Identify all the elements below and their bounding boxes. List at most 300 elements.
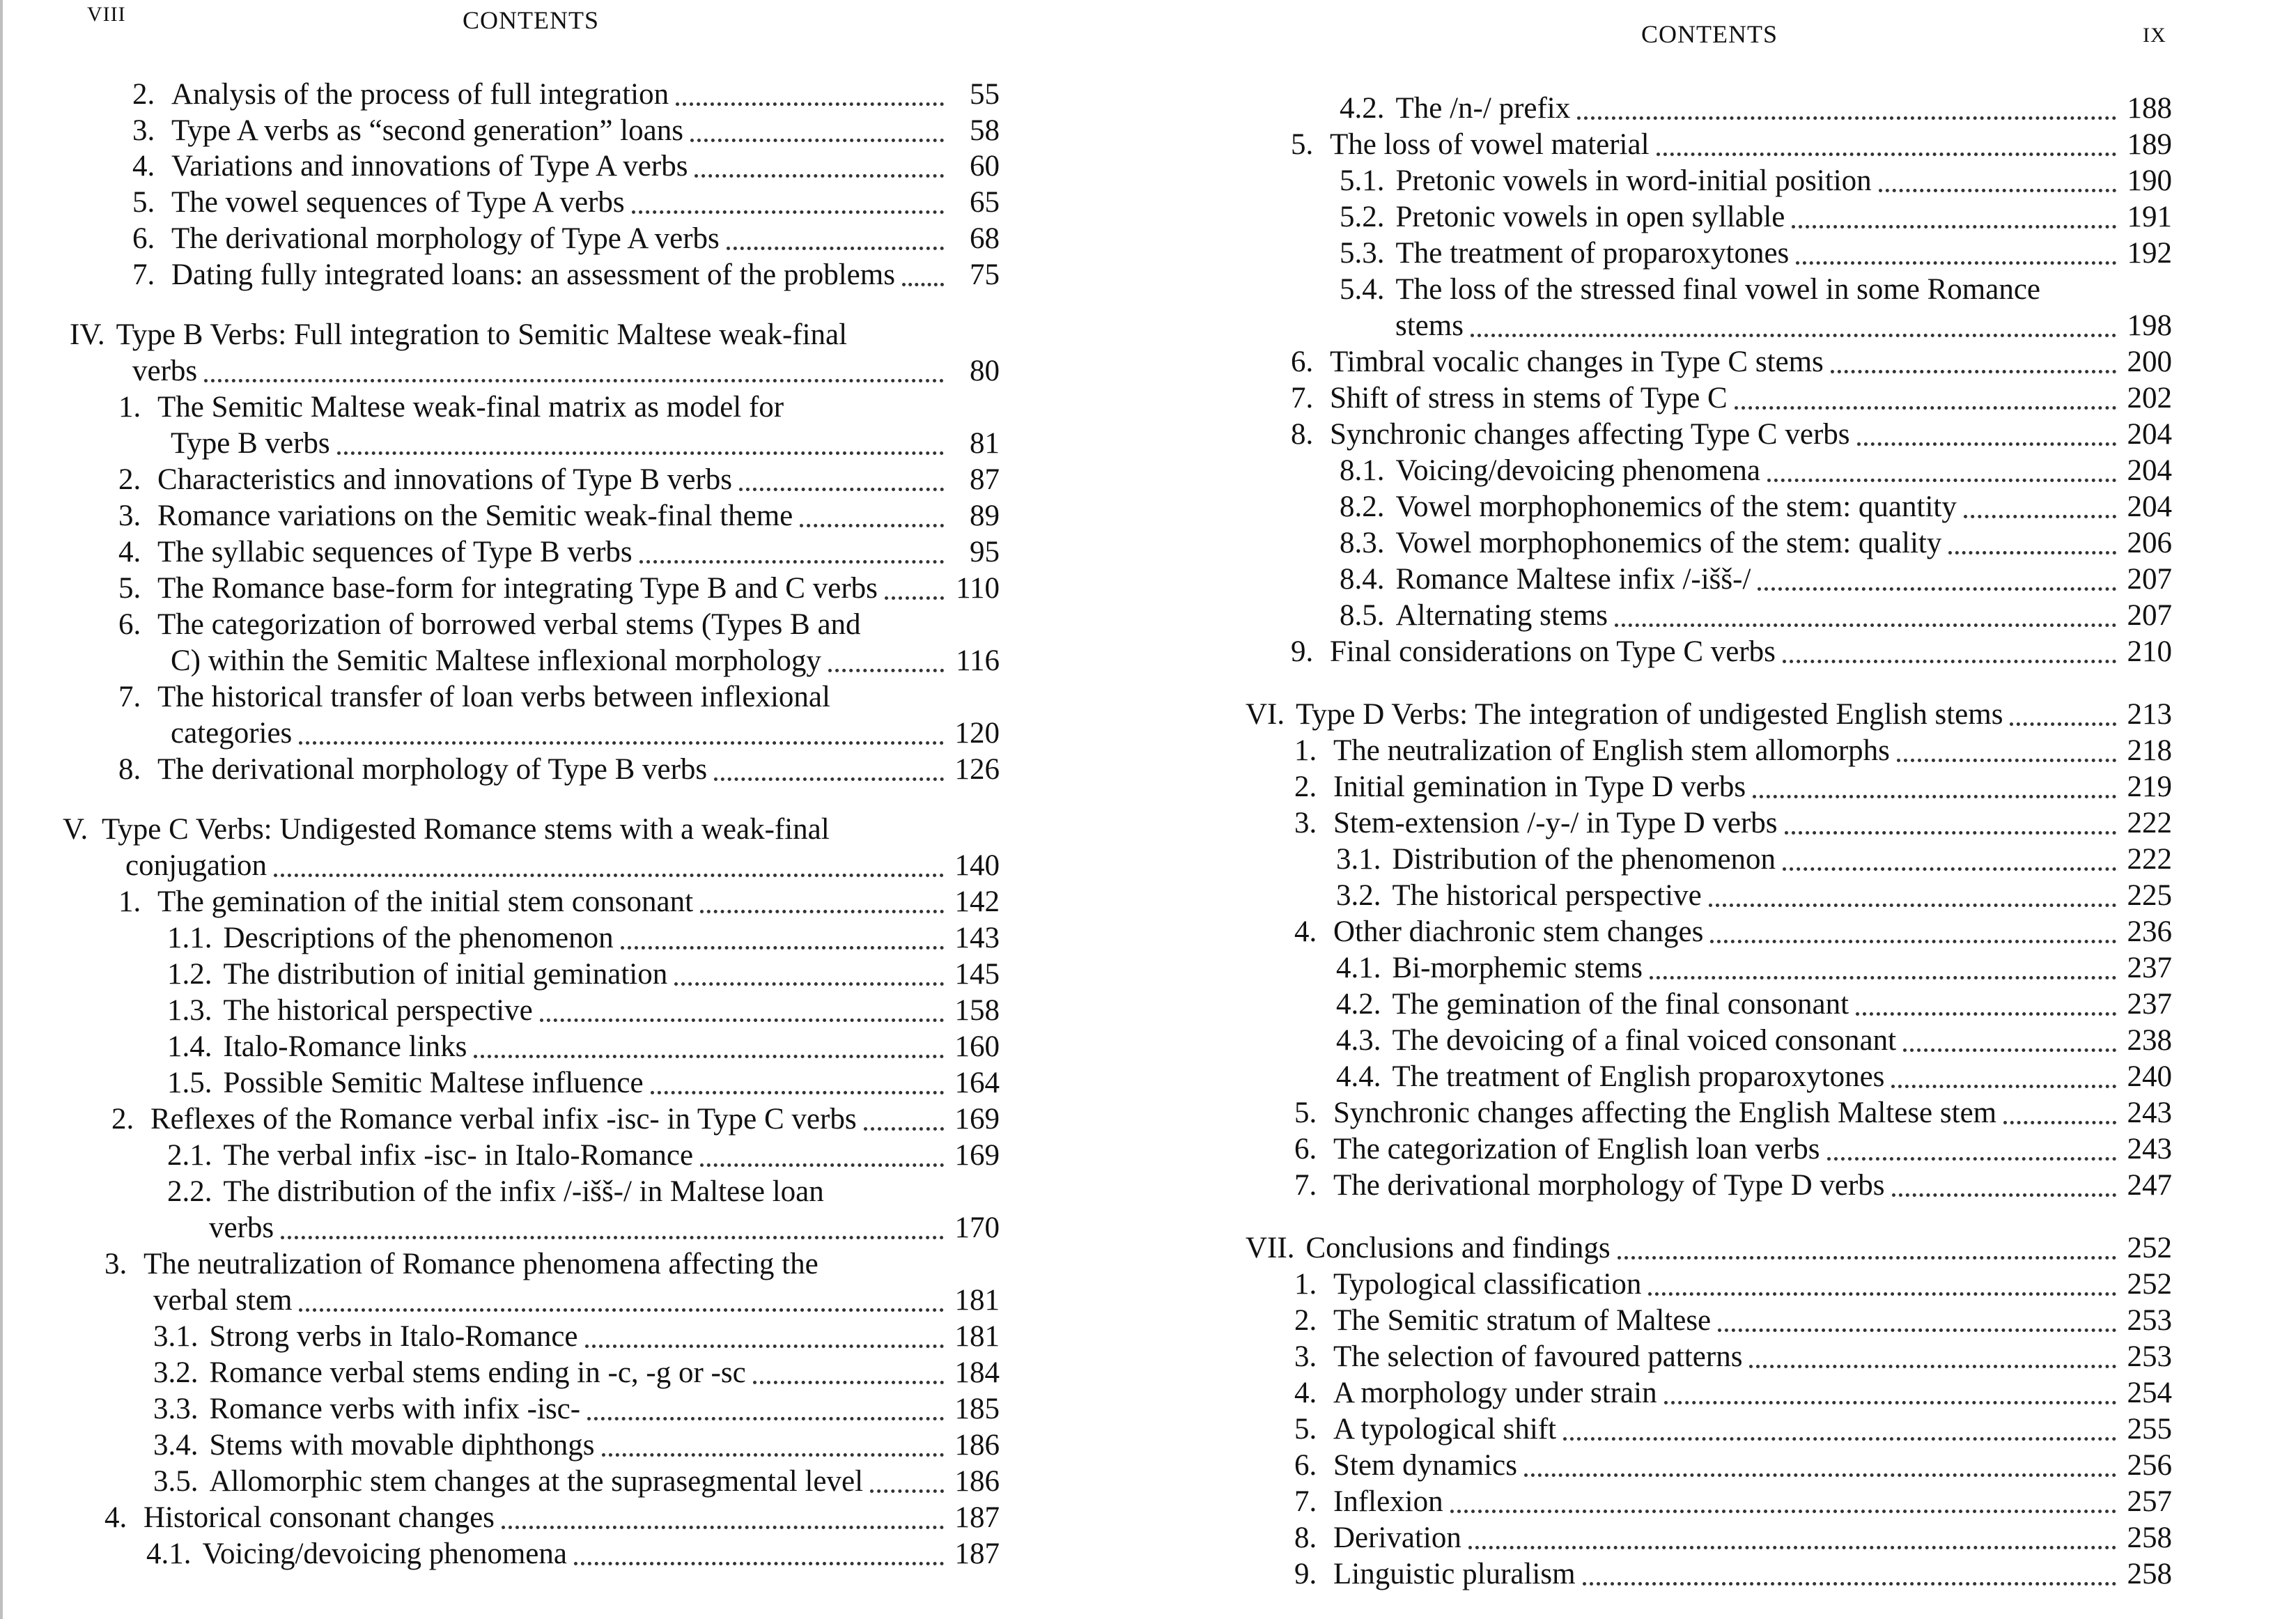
toc-entry-page-number: 207 — [2127, 599, 2172, 632]
toc-entry-page-number: 204 — [2127, 418, 2172, 451]
toc-entry-title: verbs — [132, 355, 198, 387]
toc-entry-title: Analysis of the process of full integration — [171, 78, 669, 111]
toc-entry-page-number: 225 — [2127, 879, 2172, 912]
toc-entry-number: 6. — [1294, 1449, 1317, 1482]
toc-leader-dots — [1783, 660, 2116, 663]
toc-entry-page-number: 110 — [956, 572, 1000, 605]
toc-entry-number: 1.4. — [167, 1030, 212, 1063]
toc-leader-dots — [885, 596, 944, 600]
toc-entry-number: 7. — [132, 258, 155, 291]
toc-entry-number: 3.2. — [153, 1356, 199, 1389]
toc-entry — [167, 956, 1000, 993]
toc-entry-number: 4. — [104, 1501, 127, 1534]
toc-entry-number: 4. — [1294, 915, 1317, 948]
toc-entry-page-number: 253 — [2127, 1340, 2172, 1373]
toc-entry-title: Initial gemination in Type D verbs — [1333, 770, 1746, 803]
toc-entry-title: The categorization of borrowed verbal stems (Types B and — [157, 608, 861, 641]
toc-entry-number: 8.5. — [1340, 599, 1385, 632]
toc-entry-number: 6. — [118, 608, 141, 641]
toc-entry-page-number: 145 — [954, 958, 1000, 991]
toc-entry-title: Characteristics and innovations of Type B verbs — [157, 463, 732, 496]
toc-entry — [171, 426, 1000, 462]
toc-entry-number: 8. — [118, 753, 141, 786]
toc-entry-number: 4.1. — [1336, 952, 1381, 984]
toc-leader-dots — [574, 1562, 944, 1565]
toc-leader-dots — [828, 669, 944, 672]
toc-entry — [1395, 308, 2172, 344]
toc-entry-number: 5.1. — [1340, 164, 1385, 197]
toc-entry-number: 1. — [118, 885, 141, 918]
toc-leader-dots — [585, 1345, 944, 1348]
toc-entry-page-number: 65 — [970, 186, 1000, 219]
toc-leader-dots — [1468, 1546, 2116, 1549]
toc-entry-title: Conclusions and findings — [1305, 1232, 1611, 1264]
toc-entry — [118, 389, 1000, 426]
toc-entry-page-number: 185 — [954, 1393, 1000, 1425]
toc-entry-page-number: 120 — [954, 717, 1000, 750]
toc-entry-page-number: 258 — [2127, 1521, 2172, 1554]
toc-entry-title: The derivational morphology of Type A verbs — [171, 222, 720, 255]
toc-entry-title: conjugation — [125, 849, 267, 882]
toc-entry-page-number: 75 — [970, 258, 1000, 291]
toc-entry-number: 3. — [118, 499, 141, 532]
toc-entry-number: 4. — [118, 536, 141, 568]
toc-entry-number: 8. — [1291, 418, 1314, 451]
toc-entry-page-number: 222 — [2127, 843, 2172, 876]
toc-entry-title: The treatment of English proparoxytones — [1392, 1060, 1885, 1093]
toc-entry — [118, 498, 1000, 534]
toc-entry-number: 1.2. — [167, 958, 212, 991]
toc-entry-title: A typological shift — [1333, 1413, 1557, 1446]
toc-entry-page-number: 169 — [954, 1139, 1000, 1172]
toc-leader-dots — [674, 982, 944, 986]
toc-entry-page-number: 186 — [954, 1465, 1000, 1498]
toc-entry-page-number: 255 — [2127, 1413, 2172, 1446]
toc-entry-title: The vowel sequences of Type A verbs — [171, 186, 625, 219]
toc-entry-page-number: 204 — [2127, 454, 2172, 487]
toc-entry — [118, 884, 1000, 920]
toc-entry-title: Pretonic vowels in open syllable — [1395, 201, 1785, 233]
toc-entry-page-number: 198 — [2127, 309, 2172, 342]
toc-entry-number: VI. — [1246, 698, 1285, 731]
toc-entry — [1291, 127, 2172, 163]
toc-entry — [1291, 344, 2172, 380]
toc-entry-title: The historical transfer of loan verbs between inflexional — [157, 681, 830, 713]
toc-entry-page-number: 237 — [2127, 988, 2172, 1021]
toc-entry — [1294, 1339, 2172, 1375]
toc-entry-title: The gemination of the final consonant — [1392, 988, 1849, 1021]
toc-entry — [1340, 199, 2172, 235]
toc-entry-title: verbal stem — [153, 1284, 293, 1317]
toc-entry-title: The loss of vowel material — [1330, 128, 1650, 161]
toc-entry-number: 5. — [1294, 1413, 1317, 1446]
toc-entry-number: 3.5. — [153, 1465, 199, 1498]
toc-entry-page-number: 237 — [2127, 952, 2172, 984]
toc-entry — [1294, 1131, 2172, 1168]
toc-leader-dots — [299, 1308, 944, 1312]
toc-entry — [118, 679, 1000, 715]
toc-entry — [132, 148, 1000, 185]
toc-entry — [167, 1174, 1000, 1210]
toc-leader-dots — [1563, 1437, 2116, 1441]
toc-entry-title: A morphology under strain — [1333, 1377, 1657, 1409]
toc-entry — [1294, 1303, 2172, 1339]
toc-leader-dots — [753, 1381, 944, 1384]
toc-entry — [132, 257, 1000, 293]
toc-entry-title: The syllabic sequences of Type B verbs — [157, 536, 633, 568]
toc-entry-title: The devoicing of a final voiced consonant — [1392, 1024, 1897, 1057]
toc-entry-page-number: 187 — [954, 1501, 1000, 1534]
toc-leader-dots — [1524, 1473, 2116, 1477]
toc-entry-title: Variations and innovations of Type A verbs — [171, 150, 688, 183]
toc-entry — [1340, 489, 2172, 525]
toc-entry-page-number: 236 — [2127, 915, 2172, 948]
toc-leader-dots — [651, 1091, 944, 1094]
toc-entry-number: 1. — [1294, 1268, 1317, 1301]
toc-entry-title: Type B Verbs: Full integration to Semitic Maltese weak-final — [116, 318, 848, 351]
toc-entry-title: Romance verbs with infix -isc- — [209, 1393, 581, 1425]
toc-entry-title: Derivation — [1333, 1521, 1461, 1554]
toc-leader-dots — [739, 488, 944, 491]
toc-leader-dots — [700, 910, 944, 913]
toc-entry-page-number: 55 — [970, 78, 1000, 111]
toc-entry — [1294, 1266, 2172, 1303]
toc-entry — [167, 920, 1000, 956]
toc-entry-page-number: 164 — [954, 1067, 1000, 1099]
toc-entry-page-number: 89 — [970, 499, 1000, 532]
toc-entry-page-number: 58 — [970, 114, 1000, 147]
toc-entry-title: Type A verbs as “second generation” loans — [171, 114, 683, 147]
toc-entry — [1294, 805, 2172, 842]
toc-entry-number: 3.3. — [153, 1393, 199, 1425]
toc-entry-title: The historical perspective — [223, 994, 533, 1027]
left-running-header: CONTENTS — [463, 6, 599, 34]
toc-entry — [1294, 1375, 2172, 1411]
toc-entry-number: 5.3. — [1340, 237, 1385, 270]
toc-entry-number: 6. — [132, 222, 155, 255]
toc-entry-number: 9. — [1291, 635, 1314, 668]
toc-entry-title: Dating fully integrated loans: an assessment of the problems — [171, 258, 895, 291]
toc-entry — [118, 752, 1000, 788]
toc-entry-page-number: 204 — [2127, 490, 2172, 523]
toc-entry — [63, 812, 1000, 848]
toc-leader-dots — [1792, 225, 2116, 228]
toc-entry-title: The Romance base-form for integrating Type B and C verbs — [157, 572, 878, 605]
toc-leader-dots — [1879, 189, 2116, 192]
toc-entry-page-number: 190 — [2127, 164, 2172, 197]
toc-entry-title: Final considerations on Type C verbs — [1330, 635, 1776, 668]
toc-entry-page-number: 170 — [954, 1211, 1000, 1244]
toc-entry — [125, 848, 1000, 884]
toc-entry-page-number: 181 — [954, 1284, 1000, 1317]
toc-leader-dots — [639, 560, 944, 564]
right-page — [1148, 0, 2296, 1619]
toc-leader-dots — [1664, 1401, 2116, 1404]
toc-leader-dots — [1796, 261, 2116, 265]
toc-leader-dots — [1897, 759, 2116, 762]
toc-entry — [1291, 417, 2172, 453]
toc-entry-page-number: 238 — [2127, 1024, 2172, 1057]
toc-entry-page-number: 169 — [954, 1103, 1000, 1136]
toc-entry-number: 5. — [132, 186, 155, 219]
toc-entry-title: The derivational morphology of Type B verbs — [157, 753, 708, 786]
toc-entry-title: Shift of stress in stems of Type C — [1330, 382, 1728, 415]
toc-leader-dots — [2010, 722, 2116, 726]
toc-entry-number: 4.2. — [1336, 988, 1381, 1021]
toc-entry-title: Alternating stems — [1395, 599, 1608, 632]
toc-entry — [153, 1319, 1000, 1355]
toc-entry-number: 3. — [132, 114, 155, 147]
toc-entry — [1340, 453, 2172, 489]
toc-entry-page-number: 87 — [970, 463, 1000, 496]
toc-entry — [1340, 163, 2172, 199]
toc-entry — [171, 643, 1000, 679]
toc-entry — [1336, 1023, 2172, 1059]
toc-leader-dots — [676, 102, 944, 106]
toc-entry — [153, 1283, 1000, 1319]
toc-entry — [1294, 1448, 2172, 1484]
toc-entry-page-number: 95 — [970, 536, 1000, 568]
toc-leader-dots — [587, 1417, 944, 1420]
toc-leader-dots — [1758, 587, 2116, 591]
toc-entry-page-number: 200 — [2127, 346, 2172, 378]
toc-leader-dots — [902, 283, 944, 286]
toc-entry-number: 2.1. — [167, 1139, 212, 1172]
toc-entry-title: Allomorphic stem changes at the suprasegmental level — [209, 1465, 864, 1498]
toc-entry — [1291, 634, 2172, 670]
toc-entry-number: 4.2. — [1340, 92, 1385, 125]
toc-entry — [111, 1101, 1000, 1138]
toc-entry — [118, 571, 1000, 607]
toc-entry — [70, 317, 1000, 353]
toc-entry-page-number: 240 — [2127, 1060, 2172, 1093]
toc-entry-page-number: 247 — [2127, 1169, 2172, 1202]
toc-entry-number: 2. — [132, 78, 155, 111]
toc-entry-number: 3. — [1294, 807, 1317, 839]
toc-entry-number: VII. — [1246, 1232, 1295, 1264]
toc-entry-number: 7. — [1294, 1485, 1317, 1518]
toc-entry — [1294, 1411, 2172, 1448]
toc-entry — [1340, 525, 2172, 561]
toc-entry-number: 5. — [1291, 128, 1314, 161]
toc-leader-dots — [1964, 515, 2116, 518]
toc-entry-page-number: 210 — [2127, 635, 2172, 668]
toc-entry — [1294, 1520, 2172, 1556]
toc-entry-title: The historical perspective — [1392, 879, 1702, 912]
toc-entry-number: 8.4. — [1340, 563, 1385, 596]
toc-entry-number: 6. — [1291, 346, 1314, 378]
toc-entry-page-number: 184 — [954, 1356, 1000, 1389]
toc-entry-title: Type D Verbs: The integration of undigested English stems — [1296, 698, 2003, 731]
toc-leader-dots — [1785, 831, 2116, 835]
toc-leader-dots — [727, 247, 944, 250]
toc-entry-title: Reflexes of the Romance verbal infix -isc- in Type C verbs — [150, 1103, 857, 1136]
toc-entry-page-number: 243 — [2127, 1133, 2172, 1165]
toc-leader-dots — [1856, 1012, 2116, 1016]
toc-entry-title: The neutralization of English stem allomorphs — [1333, 734, 1890, 767]
toc-leader-dots — [1903, 1048, 2116, 1052]
toc-entry-number: 3. — [1294, 1340, 1317, 1373]
toc-entry-page-number: 143 — [954, 922, 1000, 954]
toc-entry-title: The verbal infix -isc- in Italo-Romance — [223, 1139, 694, 1172]
toc-entry-page-number: 160 — [954, 1030, 1000, 1063]
toc-entry-number: 1.3. — [167, 994, 212, 1027]
toc-entry-page-number: 218 — [2127, 734, 2172, 767]
toc-entry — [153, 1355, 1000, 1391]
toc-leader-dots — [1753, 795, 2116, 798]
left-folio: VIII — [87, 3, 126, 26]
toc-entry-page-number: 256 — [2127, 1449, 2172, 1482]
toc-leader-dots — [1767, 479, 2116, 482]
toc-entry-number: 2.2. — [167, 1175, 212, 1208]
toc-entry — [1340, 561, 2172, 598]
toc-leader-dots — [299, 741, 944, 745]
toc-entry-title: The treatment of proparoxytones — [1395, 237, 1790, 270]
toc-leader-dots — [1577, 116, 2116, 120]
right-running-header: CONTENTS — [1641, 20, 1778, 48]
toc-entry — [146, 1536, 1000, 1572]
toc-entry-page-number: 257 — [2127, 1485, 2172, 1518]
toc-entry — [132, 185, 1000, 221]
toc-entry-title: Distribution of the phenomenon — [1392, 843, 1776, 876]
toc-leader-dots — [337, 451, 944, 455]
toc-entry-page-number: 142 — [954, 885, 1000, 918]
toc-entry — [1294, 1095, 2172, 1131]
toc-entry-title: Strong verbs in Italo-Romance — [209, 1320, 578, 1353]
toc-leader-dots — [204, 379, 944, 382]
toc-entry-number: 7. — [118, 681, 141, 713]
toc-entry — [104, 1246, 1000, 1283]
toc-entry — [1336, 986, 2172, 1023]
toc-entry-page-number: 192 — [2127, 237, 2172, 270]
toc-entry-number: 3.1. — [153, 1320, 199, 1353]
toc-entry-number: 4.1. — [146, 1537, 192, 1570]
toc-entry — [167, 993, 1000, 1029]
toc-entry-page-number: 189 — [2127, 128, 2172, 161]
toc-entry-title: The Semitic stratum of Maltese — [1333, 1304, 1712, 1337]
toc-leader-dots — [1648, 1292, 2116, 1296]
toc-entry-title: categories — [171, 717, 293, 750]
toc-entry-title: Romance verbal stems ending in -c, -g or -sc — [209, 1356, 746, 1389]
toc-leader-dots — [864, 1127, 944, 1131]
toc-entry-number: 1. — [1294, 734, 1317, 767]
toc-leader-dots — [1709, 904, 2116, 907]
toc-entry-page-number: 126 — [954, 753, 1000, 786]
toc-entry — [1294, 1556, 2172, 1593]
toc-entry-title: Typological classification — [1333, 1268, 1642, 1301]
toc-leader-dots — [602, 1453, 944, 1457]
toc-entry — [1294, 769, 2172, 805]
toc-leader-dots — [1710, 940, 2116, 943]
toc-entry-title: Vowel morphophonemics of the stem: quantity — [1395, 490, 1957, 523]
toc-entry-title: The derivational morphology of Type D verbs — [1333, 1169, 1885, 1202]
toc-entry-number: 6. — [1294, 1133, 1317, 1165]
toc-leader-dots — [1948, 551, 2116, 555]
toc-entry-title: C) within the Semitic Maltese inflexional morphology — [171, 644, 821, 677]
toc-entry-title: Synchronic changes affecting the English Maltese stem — [1333, 1097, 1997, 1129]
toc-entry-page-number: 188 — [2127, 92, 2172, 125]
toc-entry-page-number: 81 — [970, 427, 1000, 460]
toc-entry-title: The Semitic Maltese weak-final matrix as model for — [157, 391, 784, 424]
toc-leader-dots — [1618, 1256, 2116, 1260]
toc-entry — [132, 113, 1000, 149]
toc-entry — [171, 715, 1000, 752]
toc-entry-title: Type B verbs — [171, 427, 330, 460]
toc-entry-title: Bi-morphemic stems — [1392, 952, 1643, 984]
toc-entry-page-number: 222 — [2127, 807, 2172, 839]
toc-entry — [118, 607, 1000, 643]
toc-leader-dots — [1657, 153, 2116, 156]
toc-entry-page-number: 213 — [2127, 698, 2172, 731]
toc-entry-page-number: 207 — [2127, 563, 2172, 596]
toc-entry-page-number: 187 — [954, 1537, 1000, 1570]
toc-leader-dots — [1857, 442, 2117, 446]
toc-entry-title: Synchronic changes affecting Type C verbs — [1330, 418, 1850, 451]
toc-leader-dots — [1831, 370, 2116, 373]
toc-entry-page-number: 254 — [2127, 1377, 2172, 1409]
toc-entry-page-number: 181 — [954, 1320, 1000, 1353]
toc-entry — [1340, 598, 2172, 634]
toc-entry-number: 5. — [1294, 1097, 1317, 1129]
toc-entry-number: 2. — [111, 1103, 134, 1136]
toc-entry-number: 3. — [104, 1248, 127, 1280]
right-folio: IX — [2143, 24, 2166, 47]
toc-entry-number: V. — [63, 813, 88, 846]
toc-entry — [132, 221, 1000, 257]
toc-entry-title: Linguistic pluralism — [1333, 1558, 1576, 1590]
toc-leader-dots — [714, 777, 944, 781]
toc-entry — [167, 1029, 1000, 1065]
toc-leader-dots — [800, 524, 944, 527]
toc-leader-dots — [1735, 406, 2116, 410]
toc-entry-title: stems — [1395, 309, 1464, 342]
toc-entry-title: The distribution of the infix /-išš-/ in Maltese loan — [223, 1175, 824, 1208]
toc-entry — [209, 1210, 1000, 1246]
toc-entry-title: Voicing/devoicing phenomena — [1395, 454, 1760, 487]
toc-entry-page-number: 60 — [970, 150, 1000, 183]
toc-leader-dots — [1891, 1085, 2116, 1088]
toc-entry — [1246, 697, 2172, 733]
toc-entry-page-number: 80 — [970, 355, 1000, 387]
toc-entry-number: 3.1. — [1336, 843, 1381, 876]
toc-entry-title: The gemination of the initial stem consonant — [157, 885, 694, 918]
toc-leader-dots — [2003, 1121, 2116, 1124]
toc-leader-dots — [690, 139, 944, 142]
toc-leader-dots — [700, 1163, 944, 1167]
toc-entry-number: 8. — [1294, 1521, 1317, 1554]
toc-entry-number: 5.4. — [1340, 273, 1385, 306]
toc-entry-title: Romance variations on the Semitic weak-final theme — [157, 499, 793, 532]
toc-leader-dots — [621, 946, 944, 950]
toc-leader-dots — [870, 1489, 944, 1493]
toc-leader-dots — [1892, 1193, 2116, 1197]
toc-entry-title: Possible Semitic Maltese influence — [223, 1067, 644, 1099]
toc-entry-page-number: 202 — [2127, 382, 2172, 415]
toc-entry — [1246, 1230, 2172, 1266]
toc-entry — [1336, 842, 2172, 878]
toc-entry-title: Historical consonant changes — [144, 1501, 495, 1534]
toc-entry-page-number: 258 — [2127, 1558, 2172, 1590]
toc-entry-number: 4.4. — [1336, 1060, 1381, 1093]
toc-entry — [167, 1065, 1000, 1101]
toc-leader-dots — [1615, 623, 2116, 627]
toc-entry-number: IV. — [70, 318, 105, 351]
toc-entry-number: 8.3. — [1340, 527, 1385, 559]
toc-leader-dots — [1827, 1157, 2116, 1161]
toc-entry-title: The /n-/ prefix — [1395, 92, 1571, 125]
toc-leader-dots — [695, 174, 944, 178]
toc-entry — [1340, 91, 2172, 127]
